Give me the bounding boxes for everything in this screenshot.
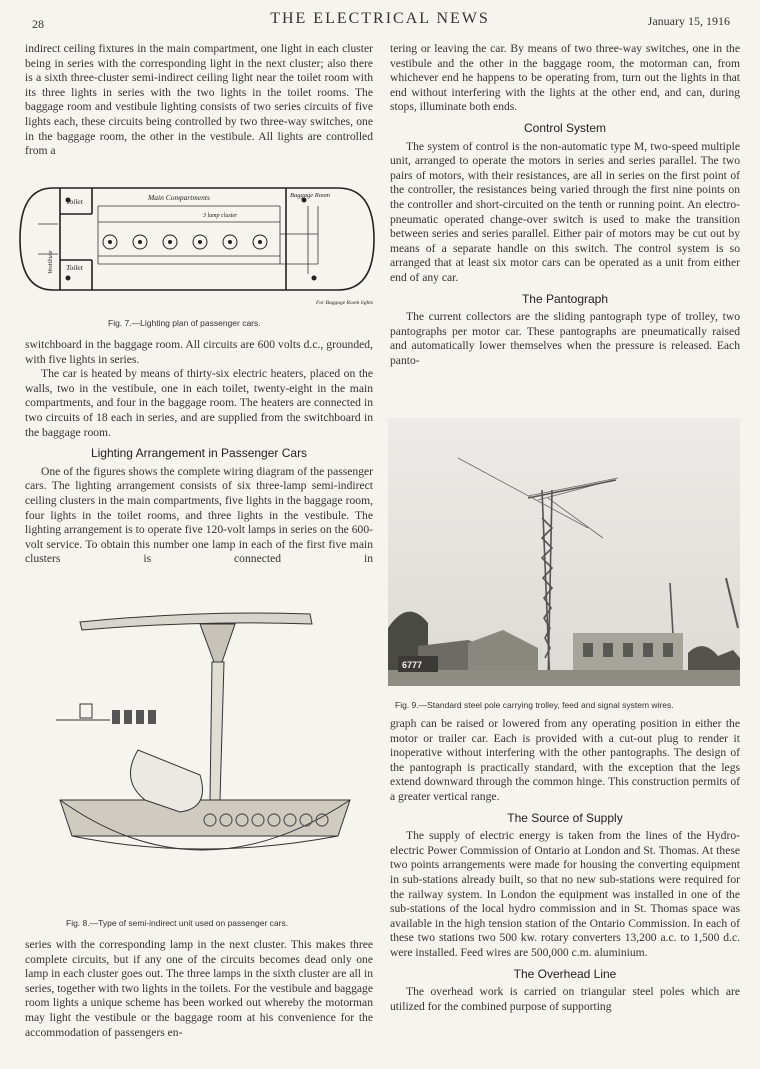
left-column-middle: [25, 338, 373, 567]
figure-7-lighting-plan: [18, 184, 378, 314]
section-heading: Lighting Arrangement in Passenger Cars: [90, 446, 308, 461]
steel-pole-photograph: [388, 418, 740, 686]
section-heading: The Overhead Line: [513, 966, 617, 981]
section-heading: The Source of Supply: [507, 810, 623, 825]
paragraph: series with the corresponding lamp in the next cluster. This makes three complete circuits, but if any one of the circuits becomes dead only one lamp in each cluster goes out. The three lamps in the sixth cluster are all in series, together with two lights in the toilets. For the vestibule and baggage room lights a unique scheme has been worked out whereby the motorman may light the vestibule or the baggage room at his convenience for the accommodation of passengers en-: [25, 938, 373, 1039]
right-column-bottom: [390, 717, 740, 1014]
section-heading: The Pantograph: [521, 291, 609, 306]
paragraph: The current collectors are the sliding pantograph type of trolley, two pantographs per motor car. These pantographs are pneumatically raised and automatically lower themselves when the pressure is released. Each panto-: [390, 310, 740, 367]
label-baggage-room: Baggage Room: [290, 192, 330, 199]
figure-8-semi-indirect-unit: [50, 600, 360, 900]
label-toilet-bottom: Toilet: [66, 263, 83, 272]
issue-date: January 15, 1916: [647, 14, 730, 28]
paragraph: tering or leaving the car. By means of two three-way switches, one in the vestibule and the other in the baggage room, the motorman can, from whichever end he happens to be operating from, turn out the lights in that end without interfering with the lights at the other end, and can, during stops, illuminate both ends.: [390, 42, 740, 114]
journal-title: THE ELECTRICAL NEWS: [270, 10, 490, 27]
paragraph: The overhead work is carried on triangular steel poles which are utilized for the combined purpose of supporting: [390, 985, 740, 1013]
page-header: [0, 10, 760, 34]
figure-8-caption: Fig. 8.—Type of semi-indirect unit used on passenger cars.: [66, 918, 289, 928]
figure-7-caption: Fig. 7.—Lighting plan of passenger cars.: [108, 318, 261, 328]
lighting-plan-diagram: [18, 184, 378, 314]
label-toilet-top: Toilet: [66, 197, 83, 206]
left-column-bottom: [25, 938, 373, 1040]
page-number: 28: [32, 17, 44, 31]
section-heading: Control System: [523, 120, 607, 135]
semi-indirect-unit-drawing: [50, 600, 360, 900]
label-vestibule: Vestibule: [47, 250, 54, 274]
figure-9-caption: Fig. 9.—Standard steel pole carrying trolley, feed and signal system wires.: [395, 700, 674, 710]
figure-9-steel-pole-photo: [388, 418, 740, 686]
paragraph: One of the figures shows the complete wiring diagram of the passenger cars. The lighting arrangement consists of six three-lamp semi-indirect ceiling clusters in the main compartments, five lights in the baggage room, four lights in the toilet rooms, and three lights in the vestibule. The lighting arrangement is to operate five 120-volt lamps in series on the 600-volt service. To obtain this number one lamp in each of the first five main clusters is connected in: [25, 464, 373, 566]
right-column-top: [390, 42, 740, 368]
paragraph: The supply of electric energy is taken from the lines of the Hydro-electric Power Commission of Ontario at London and St. Thomas. At these two points arrangements were made for housing the converting equipment in sub-stations already built, so that no new sub-stations were required for the railway system. In London the equipment was installed in one of the sub-stations of the local hydro commission and in St. Thomas space was available in the high tension station of the Ontario Commission. In each of these two stations two 500 kw. rotary converters 13,200 a.c. to 1,500 d.c. were installed. Feed wires are 500,000 c.m. aluminium.: [390, 829, 740, 959]
paragraph: switchboard in the baggage room. All circuits are 600 volts d.c., grounded, with five lights in series.: [25, 338, 373, 366]
streetcar-number: 6777: [402, 660, 423, 670]
label-main-compartments: Main Compartments: [148, 193, 210, 202]
label-for-baggage-room-lights: For Baggage Room lights: [316, 300, 373, 306]
left-column-top: [25, 42, 373, 159]
label-three-lamp-cluster: 3 lamp cluster: [203, 213, 238, 219]
paragraph: graph can be raised or lowered from any operating position in either the motor or trailer car. Each is provided with a cut-out plug to render it inoperative without interfering with the other pantographs. The design of the pantograph is practically standard, with the exception that the legs extend downward through the common hinge. This construction permits of a greater vertical range.: [390, 717, 740, 803]
paragraph: The system of control is the non-automatic type M, two-speed multiple unit, arranged to operate the motors in series and series parallel. The two pairs of motors, with their resistances, are all in series on the first point of the controller, the resistances being varied through the first nine points on the controller and short-circuited on the tenth or running point. An electro-pneumatic operated change-over switch is used to make the transition between series and series parallel. Either pair of motors may be cut out by means of a separate handle on this switch. The control system is so arranged that at least six motor cars can be operated as a unit from either end of any car.: [390, 139, 740, 284]
paragraph: The car is heated by means of thirty-six electric heaters, placed on the walls, two in the vestibule, one in each toilet, twenty-eight in the main compartments, and four in the baggage room. The heaters are connected in two circuits of 18 each in series, and are supplied from the switchboard in the baggage room.: [25, 367, 373, 439]
paragraph: indirect ceiling fixtures in the main compartment, one light in each cluster being in series with the corresponding light in the next cluster; also there is a sixth three-cluster semi-indirect ceiling light near the toilet room with its three lights in series with the two lights in the toilet rooms. The baggage room and vestibule lighting consists of two series circuits of five lights each, these circuits being controlled by two three-way switches, one in the baggage room, the other in the vestibule. All lights are controlled from a: [25, 42, 373, 158]
